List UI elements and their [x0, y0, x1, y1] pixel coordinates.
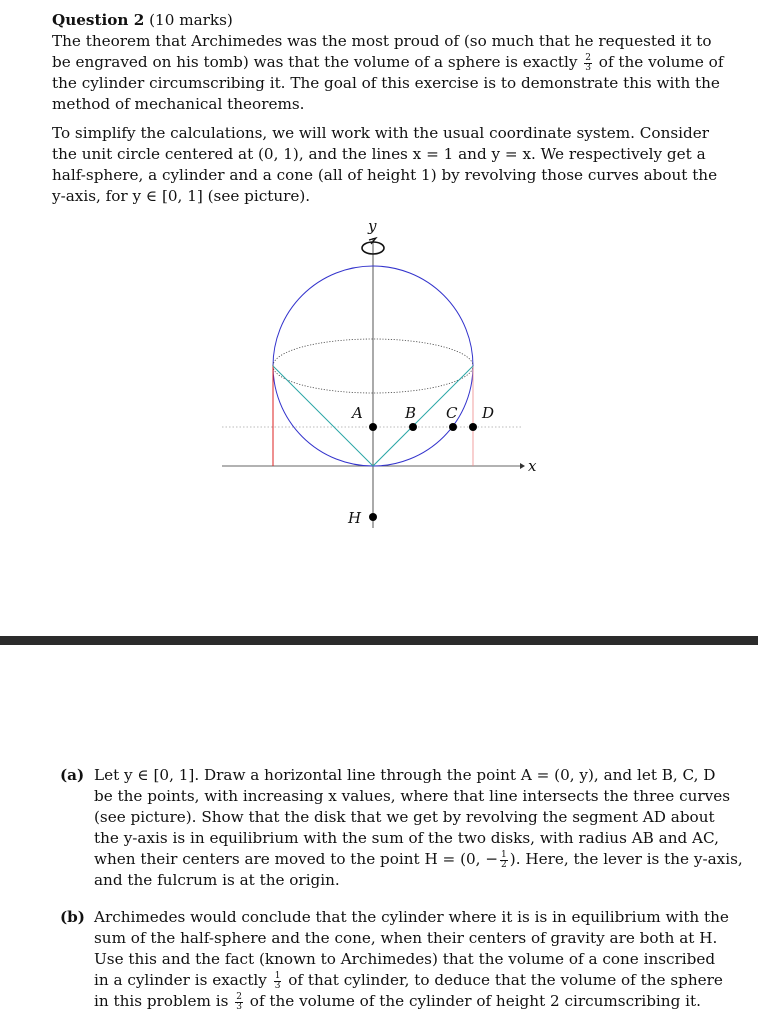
point-H	[369, 513, 377, 521]
setup-line-2: the unit circle centered at (0, 1), and the lines x = 1 and y = x. We respectively get a	[52, 145, 706, 163]
label-H: H	[348, 509, 362, 527]
part-b-tag: (b)	[60, 908, 85, 926]
point-C	[449, 423, 457, 431]
point-A	[369, 423, 377, 431]
label-B: B	[405, 404, 417, 422]
y-axis-label: y	[368, 217, 377, 235]
question-title: Question 2	[52, 11, 145, 29]
part-b-line-5: in this problem is $\frac{2}{3}$ of the volume of the cylinder of height 2 circumscribing it.	[94, 991, 701, 1012]
intro-line-2: be engraved on his tomb) was that the volume of a sphere is exactly $\frac{2}{3}$ of the volume of	[52, 52, 724, 73]
point-D	[469, 423, 477, 431]
cone-right-side	[373, 366, 473, 466]
fraction-one-third: $\frac{1}{3}$	[274, 970, 281, 991]
part-a-line-2: be the points, with increasing x values, where that line intersects the three curves	[94, 787, 730, 805]
label-A: A	[352, 404, 363, 422]
x-axis-arrow	[520, 463, 525, 469]
part-b-line-4: in a cylinder is exactly $\frac{1}{3}$ of that cylinder, to deduce that the volume of the sphere	[94, 970, 723, 991]
part-a-line-6: and the fulcrum is at the origin.	[94, 871, 340, 889]
page-divider	[0, 636, 758, 645]
fraction-one-half: $\frac{1}{2}$	[501, 849, 507, 870]
part-a-line-3: (see picture). Show that the disk that we get by revolving the segment AD about	[94, 808, 715, 826]
label-D: D	[482, 404, 495, 422]
part-a-line-5: when their centers are moved to the point H = (0, − $\frac{1}{2}$ ). Here, the lever is the y-axis,	[94, 849, 743, 870]
part-b-body	[94, 907, 729, 1012]
point-B	[409, 423, 417, 431]
intro-line-3: the cylinder circumscribing it. The goal of this exercise is to demonstrate this with the	[52, 74, 720, 92]
part-a-body	[94, 765, 743, 891]
fraction-two-thirds: $\frac{2}{3}$	[585, 52, 591, 73]
fraction-two-thirds-b: $\frac{2}{3}$	[236, 991, 242, 1012]
part-a-tag: (a)	[60, 766, 85, 784]
part-a-line-4: the y-axis is in equilibrium with the sum of the two disks, with radius AB and AC,	[94, 829, 719, 847]
setup-line-3: half-sphere, a cylinder and a cone (all of height 1) by revolving those curves about the	[52, 166, 718, 184]
intro-line-1: The theorem that Archimedes was the most proud of (so much that he requested it to	[52, 32, 712, 50]
question-marks: (10 marks)	[149, 11, 233, 29]
part-b-line-2: sum of the half-sphere and the cone, when their centers of gravity are both at H.	[94, 929, 718, 947]
x-axis-label: x	[528, 457, 537, 475]
label-C: C	[446, 404, 458, 422]
setup-line-1: To simplify the calculations, we will work with the usual coordinate system. Consider	[52, 124, 709, 142]
intro-line-4: method of mechanical theorems.	[52, 95, 305, 113]
part-a-line-1: Let y ∈ [0, 1]. Draw a horizontal line through the point A = (0, y), and let B, C, D	[94, 766, 716, 784]
part-b-line-1: Archimedes would conclude that the cylinder where it is is in equilibrium with the	[94, 908, 729, 926]
setup-line-4: y-axis, for y ∈ [0, 1] (see picture).	[52, 187, 311, 205]
part-b-line-3: Use this and the fact (known to Archimedes) that the volume of a cone inscribed	[94, 950, 716, 968]
